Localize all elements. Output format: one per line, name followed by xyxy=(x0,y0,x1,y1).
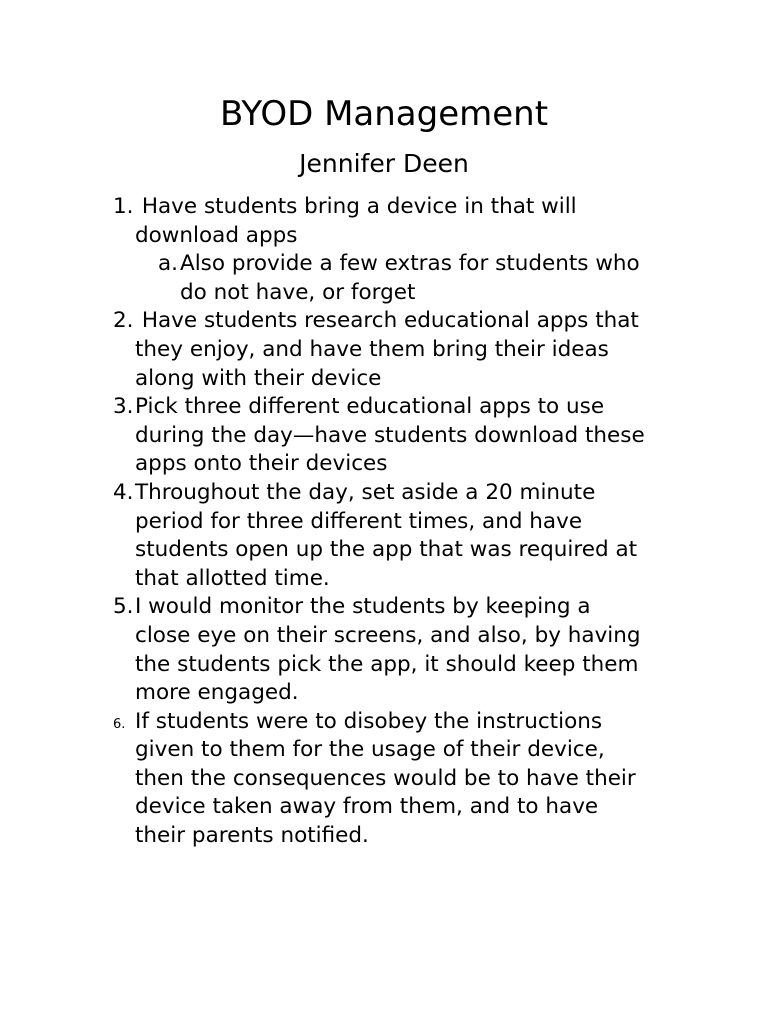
list-item-text: Pick three different educational apps to use xyxy=(135,394,605,420)
list-item-text: their parents notified. xyxy=(135,823,369,849)
document-author: Jennifer Deen xyxy=(299,149,469,178)
list-item-text: they enjoy, and have them bring their ideas xyxy=(135,336,609,362)
list-item-4 xyxy=(0,479,680,593)
list-marker: 3. xyxy=(113,394,134,420)
list-item-text: close eye on their screens, and also, by having xyxy=(135,622,641,648)
list-marker: 2. xyxy=(113,308,134,334)
list-item-text: I would monitor the students by keeping a xyxy=(135,594,591,620)
list-item-1 xyxy=(0,193,680,250)
list-item-5 xyxy=(0,593,680,707)
list-item-text: then the consequences would be to have their xyxy=(135,765,636,791)
list-marker: 4. xyxy=(113,479,134,505)
list-item-6 xyxy=(0,708,680,851)
numbered-list xyxy=(0,193,768,851)
list-item-text: Throughout the day, set aside a 20 minute xyxy=(135,479,596,505)
list-item-text: Also provide a few extras for students who xyxy=(180,251,640,277)
list-item-text: students open up the app that was required at xyxy=(135,537,638,563)
list-marker: 1. xyxy=(113,194,134,219)
list-item-text: do not have, or forget xyxy=(180,279,416,305)
list-item-text: period for three different times, and have xyxy=(135,508,583,534)
list-marker: 5. xyxy=(113,594,134,620)
list-subitem-1a xyxy=(0,250,680,307)
list-item-text: apps onto their devices xyxy=(135,451,388,477)
list-item-text: Have students research educational apps that xyxy=(135,308,639,334)
document-title: BYOD Management xyxy=(219,94,549,134)
list-item-2 xyxy=(0,307,680,393)
list-item-text: the students pick the app, it should keep them xyxy=(135,651,639,677)
list-item-text: device taken away from them, and to have xyxy=(135,794,599,820)
list-item-text: Have students bring a device in that will xyxy=(135,194,577,219)
list-item-text: during the day—have students download these xyxy=(135,422,645,448)
list-item-text: that allotted time. xyxy=(135,565,330,591)
list-item-text: given to them for the usage of their device, xyxy=(135,737,605,763)
list-marker: 6. xyxy=(113,716,126,732)
list-item-text: more engaged. xyxy=(135,680,299,706)
list-submarker: a. xyxy=(158,251,179,277)
list-item-text: along with their device xyxy=(135,365,382,391)
list-item-text: download apps xyxy=(135,222,298,248)
list-item-text: If students were to disobey the instructions xyxy=(135,708,603,734)
list-item-3 xyxy=(0,393,680,479)
